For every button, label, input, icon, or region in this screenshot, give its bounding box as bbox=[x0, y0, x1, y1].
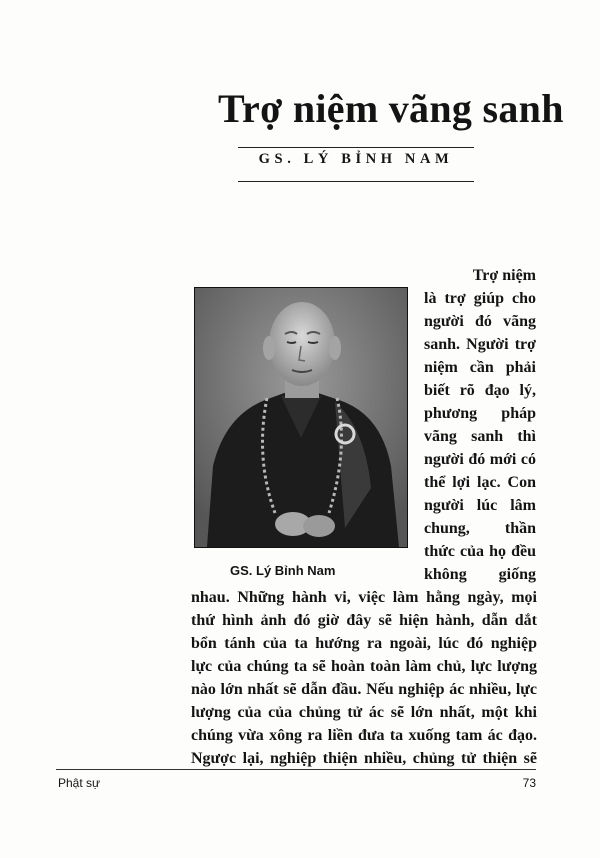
body-line: lực của chúng ta sẽ hoàn toàn làm chủ, lực lượng bbox=[191, 658, 537, 675]
body-line: Ngược lại, nghiệp thiện nhiều, chủng tử thiện sẽ bbox=[191, 750, 537, 767]
column-line: người đó vãng bbox=[424, 313, 536, 330]
column-line: không giống bbox=[424, 566, 536, 583]
column-line: thức của họ đều bbox=[424, 543, 536, 560]
footer-divider bbox=[56, 769, 536, 770]
column-line: chung, thần bbox=[424, 520, 536, 537]
column-line: sanh. Người trợ bbox=[424, 336, 536, 353]
photo-caption: GS. Lý Bỉnh Nam bbox=[230, 563, 336, 578]
column-line: biết rõ đạo lý, bbox=[424, 382, 536, 399]
body-line: chúng vừa xông ra liền đưa ta xuống tam ác đạo. bbox=[191, 727, 537, 744]
column-line: niệm cần phải bbox=[424, 359, 536, 376]
column-line: phương pháp bbox=[424, 405, 536, 422]
footer-section-name: Phật sự bbox=[58, 776, 101, 790]
page-number: 73 bbox=[522, 776, 536, 790]
column-line: người đó mới có bbox=[424, 451, 536, 468]
body-line: bổn tánh của ta hướng ra ngoài, lúc đó nghiệp bbox=[191, 635, 537, 652]
body-line: lượng của của chủng tử ác sẽ lớn nhất, một khi bbox=[191, 704, 537, 721]
author-name: GS. LÝ BỈNH NAM bbox=[258, 151, 454, 167]
column-line: vãng sanh thì bbox=[424, 428, 536, 445]
body-line: nào lớn nhất sẽ dẫn đầu. Nếu nghiệp ác nhiều, lực bbox=[191, 681, 537, 698]
body-line: nhau. Những hành vi, việc làm hằng ngày, mọi bbox=[191, 589, 537, 606]
column-line: thể lợi lạc. Con bbox=[424, 474, 536, 491]
column-line: Trợ niệm bbox=[472, 267, 536, 284]
article-title: Trợ niệm vãng sanh bbox=[218, 86, 564, 131]
author-portrait bbox=[194, 287, 408, 548]
body-line: thứ hình ảnh đó giờ đây sẽ hiện hành, dẫn dắt bbox=[191, 612, 537, 629]
portrait-illustration bbox=[195, 288, 407, 547]
column-line: là trợ giúp cho bbox=[424, 290, 536, 307]
author-byline bbox=[238, 147, 474, 182]
column-line: người lúc lâm bbox=[424, 497, 536, 514]
